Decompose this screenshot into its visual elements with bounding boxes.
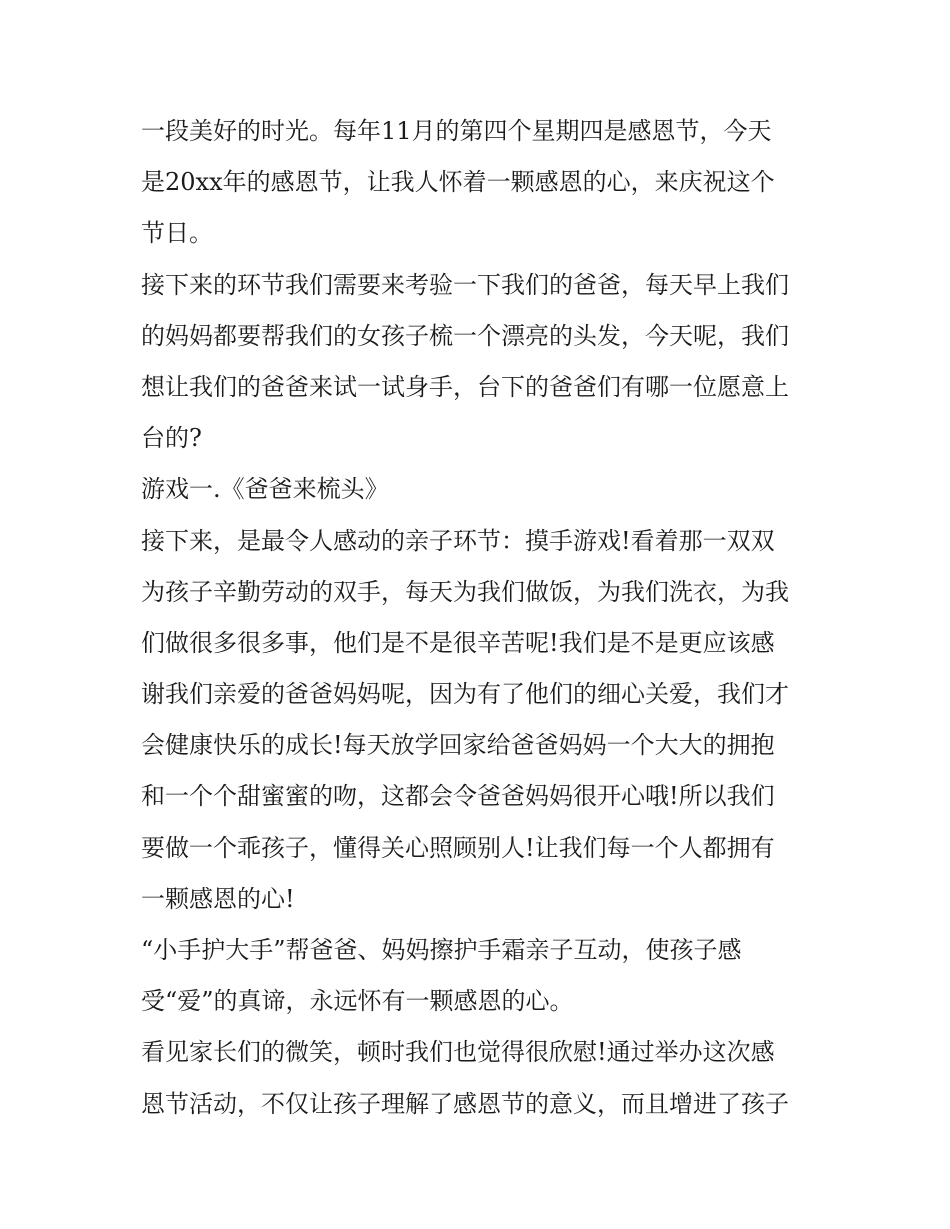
text-line: 台的? <box>141 424 202 453</box>
text-line: 一段美好的时光。每年11月的第四个星期四是感恩节，今天 <box>141 117 772 145</box>
text-line: 恩节活动，不仅让孩子理解了感恩节的意义，而且增进了孩子 <box>141 1089 789 1118</box>
text-line: 为孩子辛勤劳动的双手，每天为我们做饭，为我们洗衣，为我 <box>141 577 789 606</box>
text-line: 一颗感恩的心! <box>141 884 295 913</box>
text-line: 想让我们的爸爸来试一试身手，台下的爸爸们有哪一位愿意上 <box>141 372 789 401</box>
text-line: 要做一个乖孩子，懂得关心照顾别人!让我们每一个人都拥有 <box>141 833 775 862</box>
paragraph-game-title <box>141 464 821 515</box>
text-line: 的妈妈都要帮我们的女孩子梳一个漂亮的头发，今天呢，我们 <box>141 321 789 350</box>
paragraph-touch-hands <box>141 516 821 926</box>
paragraph-conclusion <box>141 1027 821 1129</box>
paragraph-hand-cream <box>141 925 821 1027</box>
text-line: 节日。 <box>141 219 213 248</box>
game-heading: 游戏一.《爸爸来梳头》 <box>141 475 389 504</box>
text-line: 会健康快乐的成长!每天放学回家给爸爸妈妈一个大大的拥抱 <box>141 731 775 760</box>
text-line: 看见家长们的微笑，顿时我们也觉得很欣慰!通过举办这次感 <box>141 1038 775 1067</box>
text-line: 和一个个甜蜜蜜的吻，这都会令爸爸妈妈很开心哦!所以我们 <box>141 782 775 811</box>
text-line: 谢我们亲爱的爸爸妈妈呢，因为有了他们的细心关爱，我们才 <box>141 680 789 709</box>
text-line: 们做很多很多事，他们是不是很辛苦呢!我们是不是更应该感 <box>141 628 775 657</box>
paragraph-thanksgiving-intro <box>141 106 821 260</box>
text-line: 接下来，是最令人感动的亲子环节：摸手游戏!看着那一双双 <box>141 526 775 555</box>
document-body <box>141 106 821 1130</box>
text-line: “小手护大手”帮爸爸、妈妈擦护手霜亲子互动，使孩子感 <box>141 936 742 964</box>
text-line: 是20xx年的感恩节，让我人怀着一颗感恩的心，来庆祝这个 <box>141 168 775 197</box>
paragraph-dad-challenge <box>141 260 821 465</box>
text-line: 接下来的环节我们需要来考验一下我们的爸爸，每天早上我们 <box>141 270 789 299</box>
text-line: 受“爱”的真谛，永远怀有一颗感恩的心。 <box>141 987 574 1016</box>
